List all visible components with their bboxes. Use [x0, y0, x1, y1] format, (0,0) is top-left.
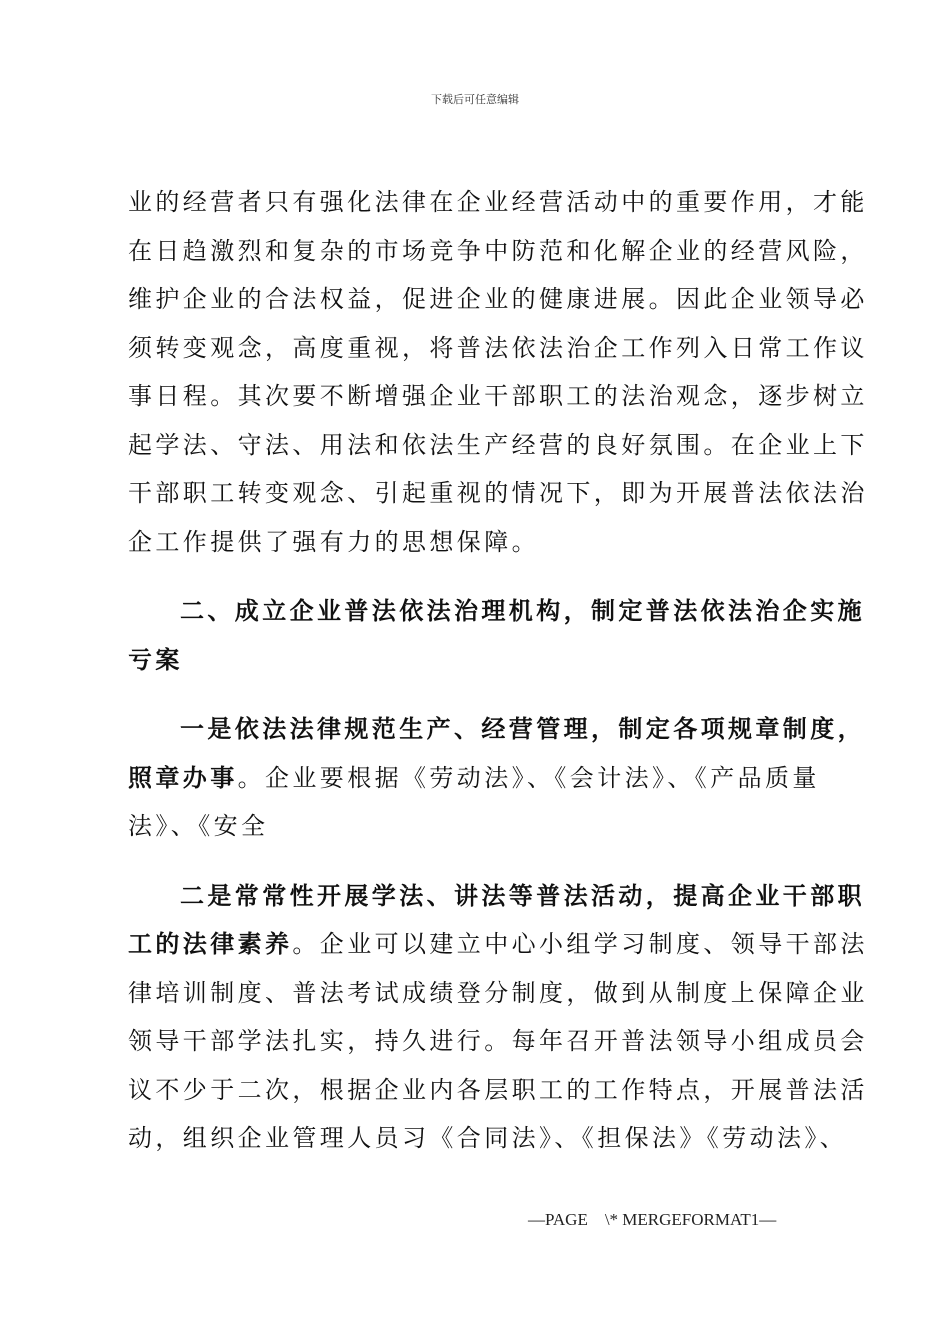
paragraph-line: 起学法、守法、用法和依法生产经营的良好氛围。在企业上下 — [128, 430, 868, 459]
item-two-bold: 二是常常性开展学法、讲法等普法活动，提高企业干部职 — [180, 880, 865, 910]
item-one-text: 。企业要根据《劳动法》、《会计法》、《产品质量 — [237, 763, 820, 792]
item-one-heading — [128, 705, 865, 754]
paragraph-line: 须转变观念，高度重视，将普法依法治企工作列入日常工作议 — [128, 333, 868, 362]
section-heading-text: 二、成立企业普法依法治理机构，制定普法依法治企实施 — [180, 596, 865, 625]
section-heading — [128, 587, 865, 636]
item-one-line — [128, 754, 832, 803]
item-two-line: 领导干部学法扎实，持久进行。每年召开普法领导小组成员会 — [128, 1027, 868, 1055]
item-two-line: 动，组织企业管理人员习《合同法》、《担保法》《劳动法》、 — [128, 1124, 848, 1152]
item-one-bold: 一是依法法律规范生产、经营管理，制定各项规章制度， — [180, 714, 865, 743]
paragraph-line: 企工作提供了强有力的思想保障。 — [128, 527, 539, 556]
paragraph-line: 维护企业的合法权益，促进企业的健康进展。因此企业领导必 — [128, 285, 868, 313]
paragraph-line: 在日趋激烈和复杂的市场竞争中防范和化解企业的经营风险， — [128, 236, 868, 265]
section-heading-text: 亏案 — [128, 644, 183, 674]
item-one-line: 法》、《安全 — [128, 812, 269, 840]
item-two-line: 律培训制度、普法考试成绩登分制度，做到从制度上保障企业 — [128, 978, 868, 1007]
item-two-bold: 工的法律素养 — [128, 929, 293, 958]
paragraph-line: 干部职工转变观念、引起重视的情况下，即为开展普法依法治 — [128, 479, 868, 507]
item-two-line — [128, 920, 868, 969]
paragraph-line: 事日程。其次要不断增强企业干部职工的法治观念，逐步树立 — [128, 382, 868, 410]
page-header: 下载后可任意编辑 — [431, 93, 519, 106]
item-two-text: 。企业可以建立中心小组学习制度、领导干部法 — [292, 930, 868, 958]
item-two-heading — [128, 872, 865, 921]
page-footer: —PAGE \* MERGEFORMAT1— — [528, 1210, 777, 1229]
item-two-line: 议不少于二次，根据企业内各层职工的工作特点，开展普法活 — [128, 1075, 868, 1104]
section-heading-continued — [128, 636, 832, 685]
document-body — [128, 178, 868, 1163]
item-one-bold: 照章办事 — [128, 762, 238, 792]
paragraph-line: 业的经营者只有强化法律在企业经营活动中的重要作用，才能 — [128, 188, 868, 216]
